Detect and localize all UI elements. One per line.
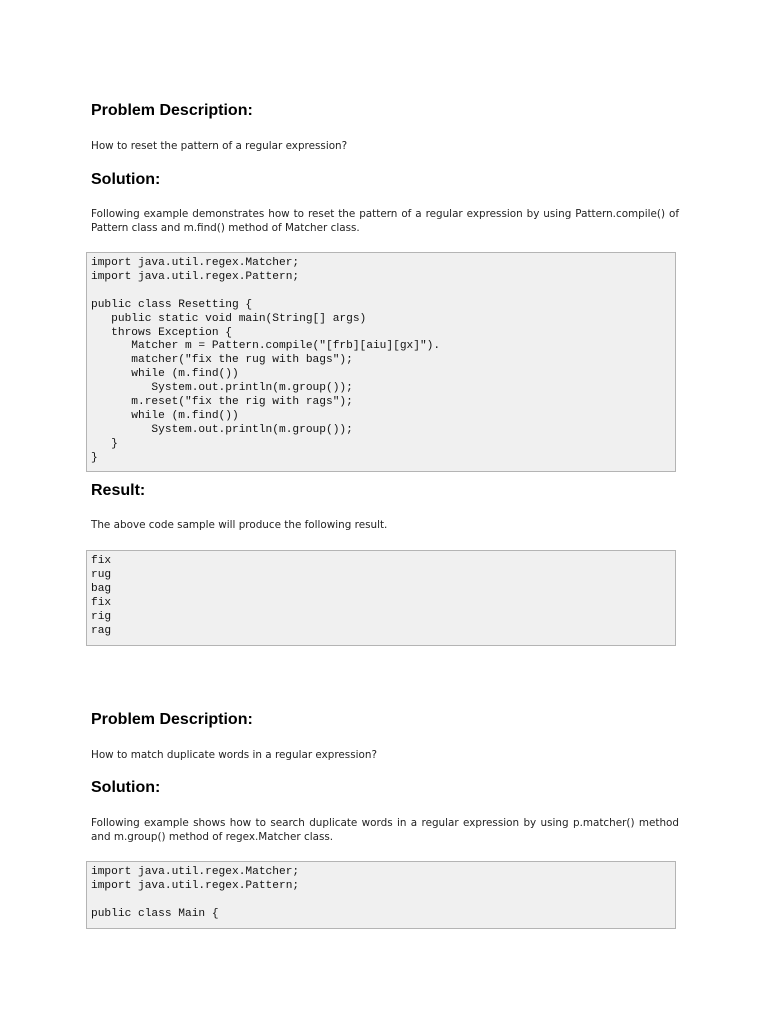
solution-heading-2: Solution: bbox=[91, 779, 161, 796]
result-heading: Result: bbox=[91, 482, 146, 499]
result-text: The above code sample will produce the following result. bbox=[91, 519, 388, 531]
problem-text: How to reset the pattern of a regular expression? bbox=[91, 140, 348, 152]
code-block: import java.util.regex.Matcher; import java.util.regex.Pattern; public class Resetting { public static void main(String[] args) throws Exception { Matcher m = Pattern.compile("[frb][aiu][gx]"). matcher("fix the rug with bags"); while (m.find()) System.out.println(m.group()); m.reset("fix the rig with rags"); while (m.find()) System.out.println(m.group()); } } bbox=[86, 252, 676, 472]
code-block-2: import java.util.regex.Matcher; import java.util.regex.Pattern; public class Main { bbox=[86, 861, 676, 929]
result-output-block: fix rug bag fix rig rag bbox=[86, 550, 676, 646]
solution-heading: Solution: bbox=[91, 171, 161, 188]
solution-text-2: Following example shows how to search duplicate words in a regular expression by using p.matcher() method and m.group() method of regex.Matcher class. bbox=[91, 817, 679, 843]
problem-heading-2: Problem Description: bbox=[91, 711, 253, 728]
problem-heading: Problem Description: bbox=[91, 102, 253, 119]
solution-text: Following example demonstrates how to reset the pattern of a regular expression by using Pattern.compile() of Pattern class and m.find() method of Matcher class. bbox=[91, 208, 679, 234]
problem-text-2: How to match duplicate words in a regular expression? bbox=[91, 749, 377, 761]
